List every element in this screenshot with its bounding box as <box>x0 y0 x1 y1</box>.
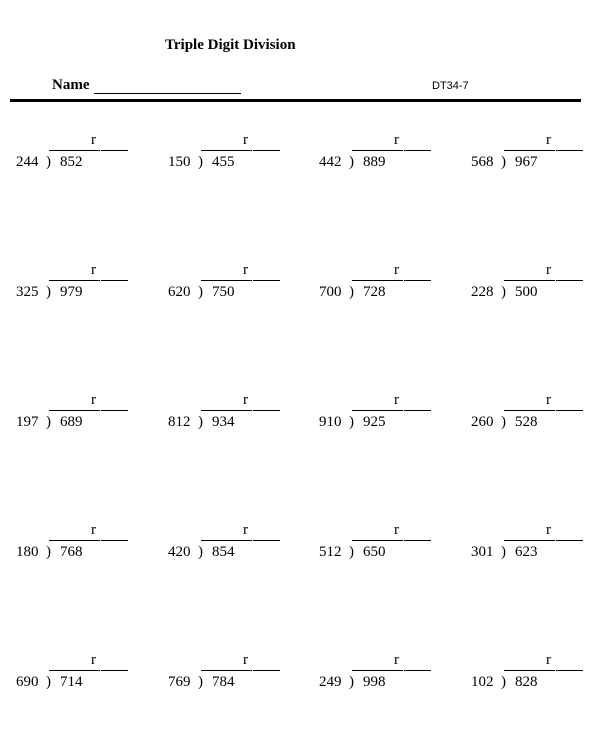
divisor: 910 <box>319 414 342 430</box>
division-problem <box>168 650 303 700</box>
remainder-blank[interactable] <box>253 670 280 671</box>
divisor: 442 <box>319 154 342 170</box>
remainder-blank[interactable] <box>253 540 280 541</box>
dividend: 925 <box>363 414 386 430</box>
division-bar <box>49 150 100 151</box>
divisor: 420 <box>168 544 191 560</box>
dividend: 852 <box>60 154 83 170</box>
divisor: 301 <box>471 544 494 560</box>
worksheet-code: DT34-7 <box>432 80 469 92</box>
remainder-blank[interactable] <box>404 670 431 671</box>
remainder-blank[interactable] <box>556 410 583 411</box>
division-bar <box>49 410 100 411</box>
division-problem <box>168 520 303 570</box>
remainder-blank[interactable] <box>101 280 128 281</box>
remainder-blank[interactable] <box>253 150 280 151</box>
divisor: 769 <box>168 674 191 690</box>
dividend: 455 <box>212 154 235 170</box>
remainder-label: r <box>91 262 96 278</box>
remainder-label: r <box>546 522 551 538</box>
name-label: Name <box>52 77 90 93</box>
remainder-label: r <box>91 392 96 408</box>
division-problem <box>471 390 600 440</box>
division-bar <box>201 410 252 411</box>
remainder-label: r <box>91 132 96 148</box>
divisor: 102 <box>471 674 494 690</box>
division-bar <box>201 280 252 281</box>
division-bar <box>352 670 403 671</box>
remainder-label: r <box>546 132 551 148</box>
remainder-label: r <box>394 132 399 148</box>
remainder-label: r <box>243 132 248 148</box>
dividend: 623 <box>515 544 538 560</box>
divisor: 260 <box>471 414 494 430</box>
divisor: 180 <box>16 544 39 560</box>
divisor: 690 <box>16 674 39 690</box>
divisor: 228 <box>471 284 494 300</box>
dividend: 689 <box>60 414 83 430</box>
remainder-label: r <box>394 392 399 408</box>
division-bracket: ) <box>501 154 506 170</box>
dividend: 828 <box>515 674 538 690</box>
remainder-label: r <box>546 392 551 408</box>
remainder-label: r <box>394 652 399 668</box>
remainder-blank[interactable] <box>253 410 280 411</box>
division-bracket: ) <box>349 154 354 170</box>
division-bar <box>352 280 403 281</box>
division-bar <box>201 540 252 541</box>
remainder-label: r <box>394 522 399 538</box>
division-problem <box>16 650 151 700</box>
division-problem <box>16 130 151 180</box>
division-bracket: ) <box>349 544 354 560</box>
worksheet-title: Triple Digit Division <box>165 37 296 53</box>
dividend: 889 <box>363 154 386 170</box>
dividend: 714 <box>60 674 83 690</box>
remainder-blank[interactable] <box>101 670 128 671</box>
division-problem <box>168 260 303 310</box>
division-bracket: ) <box>501 284 506 300</box>
division-bracket: ) <box>198 544 203 560</box>
remainder-blank[interactable] <box>556 670 583 671</box>
division-bar <box>504 410 555 411</box>
remainder-blank[interactable] <box>404 150 431 151</box>
dividend: 967 <box>515 154 538 170</box>
division-bracket: ) <box>501 414 506 430</box>
dividend: 768 <box>60 544 83 560</box>
division-bracket: ) <box>349 674 354 690</box>
division-bar <box>504 280 555 281</box>
division-bracket: ) <box>46 284 51 300</box>
division-problem <box>319 520 454 570</box>
remainder-blank[interactable] <box>556 150 583 151</box>
division-bracket: ) <box>501 674 506 690</box>
division-bar <box>201 150 252 151</box>
divisor: 812 <box>168 414 191 430</box>
division-bracket: ) <box>349 414 354 430</box>
division-bar <box>201 670 252 671</box>
remainder-label: r <box>546 652 551 668</box>
division-problem <box>16 260 151 310</box>
dividend: 528 <box>515 414 538 430</box>
divisor: 249 <box>319 674 342 690</box>
division-problem <box>168 390 303 440</box>
division-problem <box>471 260 600 310</box>
remainder-label: r <box>546 262 551 278</box>
division-problem <box>471 130 600 180</box>
remainder-blank[interactable] <box>404 540 431 541</box>
dividend: 650 <box>363 544 386 560</box>
remainder-blank[interactable] <box>101 540 128 541</box>
divisor: 512 <box>319 544 342 560</box>
remainder-blank[interactable] <box>101 410 128 411</box>
division-problem <box>319 390 454 440</box>
division-bar <box>504 670 555 671</box>
remainder-blank[interactable] <box>101 150 128 151</box>
division-bracket: ) <box>46 674 51 690</box>
division-bar <box>352 410 403 411</box>
remainder-blank[interactable] <box>556 280 583 281</box>
divisor: 325 <box>16 284 39 300</box>
division-problem <box>471 650 600 700</box>
divisor: 150 <box>168 154 191 170</box>
division-bracket: ) <box>501 544 506 560</box>
remainder-blank[interactable] <box>404 280 431 281</box>
division-bracket: ) <box>198 284 203 300</box>
remainder-label: r <box>243 522 248 538</box>
dividend: 784 <box>212 674 235 690</box>
dividend: 934 <box>212 414 235 430</box>
remainder-label: r <box>243 392 248 408</box>
remainder-label: r <box>243 262 248 278</box>
dividend: 500 <box>515 284 538 300</box>
division-problem <box>16 390 151 440</box>
dividend: 854 <box>212 544 235 560</box>
remainder-blank[interactable] <box>404 410 431 411</box>
divisor: 197 <box>16 414 39 430</box>
division-bracket: ) <box>198 414 203 430</box>
division-problem <box>471 520 600 570</box>
dividend: 750 <box>212 284 235 300</box>
division-bar <box>504 540 555 541</box>
divisor: 568 <box>471 154 494 170</box>
division-problem <box>319 650 454 700</box>
divisor: 620 <box>168 284 191 300</box>
remainder-label: r <box>91 522 96 538</box>
division-bar <box>352 150 403 151</box>
division-problem <box>16 520 151 570</box>
divisor: 700 <box>319 284 342 300</box>
division-bracket: ) <box>46 544 51 560</box>
division-bar <box>504 150 555 151</box>
division-bar <box>49 280 100 281</box>
divisor: 244 <box>16 154 39 170</box>
division-bar <box>49 540 100 541</box>
remainder-label: r <box>91 652 96 668</box>
division-bar <box>352 540 403 541</box>
division-bracket: ) <box>198 154 203 170</box>
dividend: 979 <box>60 284 83 300</box>
remainder-label: r <box>243 652 248 668</box>
remainder-blank[interactable] <box>556 540 583 541</box>
division-bracket: ) <box>46 154 51 170</box>
division-bar <box>49 670 100 671</box>
division-bracket: ) <box>46 414 51 430</box>
division-bracket: ) <box>198 674 203 690</box>
division-problem <box>319 260 454 310</box>
remainder-label: r <box>394 262 399 278</box>
division-bracket: ) <box>349 284 354 300</box>
dividend: 728 <box>363 284 386 300</box>
dividend: 998 <box>363 674 386 690</box>
division-problem <box>168 130 303 180</box>
division-problem <box>319 130 454 180</box>
remainder-blank[interactable] <box>253 280 280 281</box>
